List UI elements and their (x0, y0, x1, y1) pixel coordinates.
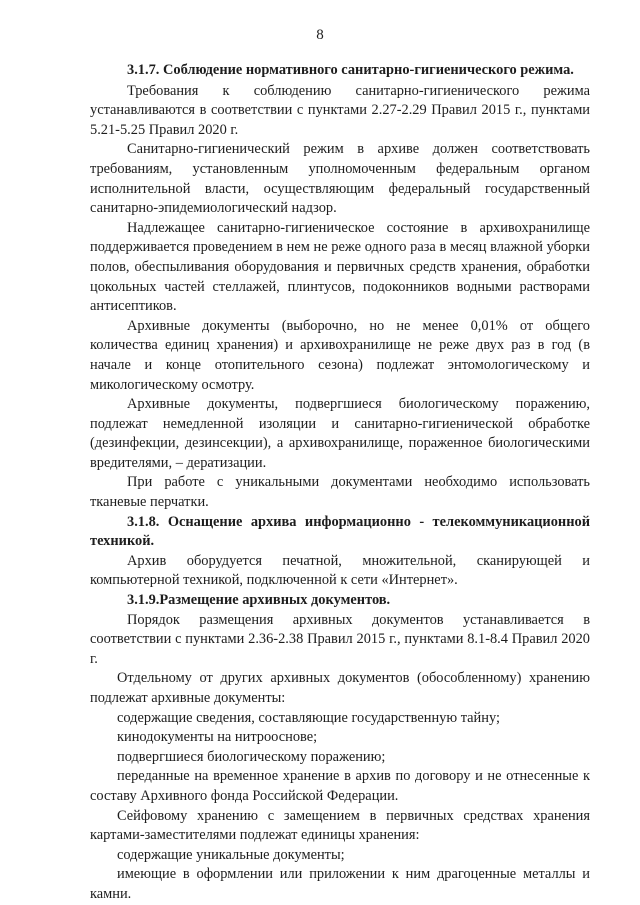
list-item: подвергшиеся биологическому поражению; (117, 748, 386, 765)
section-heading: 3.1.7. Соблюдение нормативного санитарно-гигиенического режима. (127, 62, 574, 78)
paragraph: Отдельному от других архивных документов (обособленному) хранению подлежат архивные документы: (90, 670, 590, 706)
list-item: имеющие в оформлении или приложении к ним драгоценные металлы и камни. (90, 866, 590, 902)
paragraph: Требования к соблюдению санитарно-гигиенического режима устанавливаются в соответствии с пунктами 2.27-2.29 Правил 2015 г., пунктами 5.21-5.25 Правил 2020 г. (90, 82, 590, 138)
section-heading: 3.1.9.Размещение архивных документов. (127, 592, 391, 609)
paragraph: Надлежащее санитарно-гигиеническое состояние в архивохранилище поддерживается проведением в нем не реже одного раза в месяц влажной уборки полов, обеспыливания оборудования и первичных средств хранения, обработки цокольных частей стеллажей, плинтусов, подоконников водными растворами антисептиков. (90, 219, 590, 315)
paragraph: Порядок размещения архивных документов устанавливается в соответствии с пунктами 2.36-2.38 Правил 2015 г., пунктами 8.1-8.4 Правил 2020 г. (90, 611, 590, 667)
paragraph: Архив оборудуется печатной, множительной, сканирующей и компьютерной техникой, подключенной к сети «Интернет». (90, 552, 590, 589)
list-item: переданные на временное хранение в архив по договору и не отнесенные к составу Архивного фонда Российской Федерации. (90, 768, 590, 804)
list-item: содержащие уникальные документы; (117, 846, 345, 863)
page-number: 8 (316, 27, 324, 43)
paragraph: При работе с уникальными документами необходимо использовать тканевые перчатки. (90, 474, 590, 511)
list-item: содержащие сведения, составляющие государственную тайну; (117, 709, 500, 726)
paragraph: Санитарно-гигиенический режим в архиве должен соответствовать требованиям, установленным уполномоченным федеральным органом исполнительной власти, осуществляющим федеральный государственный санитарно-эпидемиологический надзор. (90, 141, 590, 217)
section-heading: 3.1.8. Оснащение архива информационно - телекоммуникационной техникой. (90, 513, 590, 550)
list-item: кинодокументы на нитрооснове; (117, 729, 318, 746)
paragraph: Архивные документы (выборочно, но не менее 0,01% от общего количества единиц хранения) и архивохранилище не реже двух раз в год (в начале и конце отопительного сезона) подлежат энтомологическому и микологическому осмотру. (90, 317, 590, 393)
paragraph: Архивные документы, подвергшиеся биологическому поражению, подлежат немедленной изоляции и санитарно-гигиенической обработке (дезинфекции, дезинсекции), а архивохранилище, пораженное биологическими вредителями, – дератизации. (90, 396, 590, 471)
paragraph: Сейфовому хранению с замещением в первичных средствах хранения картами-заместителями подлежат единицы хранения: (90, 807, 590, 844)
document-body (90, 61, 590, 905)
